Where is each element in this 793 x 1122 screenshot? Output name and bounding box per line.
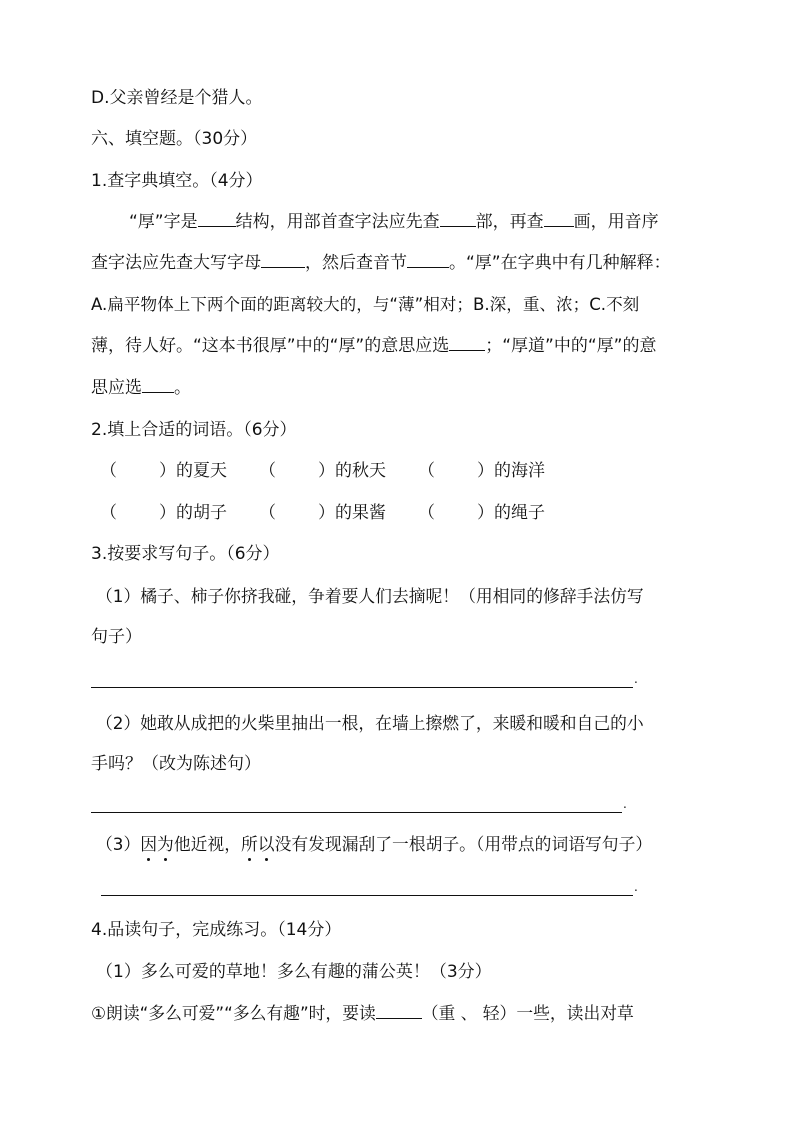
q1-line4 [91,334,656,358]
close-paren: ） [159,503,176,523]
end-dot: . [623,797,627,811]
item-text: 的绳子 [494,503,545,523]
close-paren: ） [159,461,176,481]
close-paren: ） [477,503,494,523]
fill-item[interactable] [418,501,577,525]
open-paren: （ [418,461,435,481]
dotted-char: 以 [257,834,275,854]
text: ①朗读“多么可爱”“多么有趣”时，要读 [91,1003,376,1023]
q1-line5 [91,376,191,400]
text: 薄，待人好。“这本书很厚”中的“厚”的意思应选 [91,336,450,356]
dotted-char: 因 [140,834,158,854]
text: 查字法应先查大写字母 [91,253,261,273]
q2-row1 [100,459,577,483]
blank-meaning-2[interactable] [142,376,174,393]
q4-title: 4.品读句子，完成练习。（14分） [91,920,342,940]
text: 没有发现漏刮了一根胡子。（用带点的词语写句子） [274,834,653,854]
blank-meaning-1[interactable] [449,334,485,351]
item-text: 的秋天 [335,461,386,481]
end-dot: . [634,880,638,894]
section-title: 六、填空题。（30分） [91,129,258,149]
answer-line-3[interactable] [101,895,633,896]
text: 思应选 [91,378,142,398]
q3-s1-line1: （1）橘子、柿子你挤我碰，争着要人们去摘呢！（用相同的修辞手法仿写 [96,586,644,606]
option-d: D.父亲曾经是个猎人。 [91,88,263,108]
open-paren: （ [418,503,435,523]
open-paren: （ [259,461,276,481]
q4-s1a [91,1001,634,1025]
q4-s1: （1）多么可爱的草地！多么有趣的蒲公英！（3分） [96,962,492,982]
text: “厚”字是 [129,212,198,232]
q2-title: 2.填上合适的词语。（6分） [91,420,297,440]
close-paren: ） [318,503,335,523]
q1-line3: A.扁平物体上下两个面的距离较大的，与“薄”相对；B.深，重、浓；C.不刻 [91,295,640,314]
item-text: 的胡子 [176,503,227,523]
blank-syllable[interactable] [407,251,449,268]
open-paren: （ [100,503,117,523]
q1-line1 [129,210,659,234]
answer-line-1[interactable] [91,687,633,688]
q3-s3-line [96,832,652,856]
q3-title: 3.按要求写句子。（6分） [91,544,280,564]
item-text: 的夏天 [176,461,227,481]
q2-row2 [100,501,577,525]
text: 。 [174,378,191,398]
dotted-char: 所 [240,834,258,854]
close-paren: ） [318,461,335,481]
end-dot: . [634,672,638,686]
text: 结构，用部首查字法应先查 [235,212,440,232]
q3-s2-line1: （2）她敢从成把的火柴里抽出一根，在墙上擦燃了，来暖和暖和自己的小 [96,713,644,733]
q1-title: 1.查字典填空。（4分） [91,171,263,191]
answer-line-2[interactable] [91,812,622,813]
blank-strokes[interactable] [544,210,574,227]
text: 部，再查 [475,212,544,232]
text: （3） [96,834,141,854]
item-text: 的果酱 [335,503,386,523]
fill-item[interactable] [100,459,259,483]
text: 画，用音序 [573,212,659,232]
text: ；“厚道”中的“厚”的意 [485,336,657,356]
fill-item[interactable] [418,459,577,483]
blank-structure[interactable] [198,210,236,227]
text: （重 、 轻）一些，读出对草 [421,1003,634,1023]
text: ，然后查音节 [305,253,407,273]
blank-radical[interactable] [440,210,476,227]
blank-tone[interactable] [376,1002,422,1019]
blank-letter[interactable] [261,251,305,268]
fill-item[interactable] [100,501,259,525]
q1-line2 [91,251,671,275]
text: 他近视， [173,834,241,854]
item-text: 的海洋 [494,461,545,481]
fill-item[interactable] [259,459,418,483]
open-paren: （ [259,503,276,523]
q3-s1-line2: 句子） [91,627,142,647]
fill-item[interactable] [259,501,418,525]
dotted-char: 为 [157,834,174,854]
open-paren: （ [100,461,117,481]
close-paren: ） [477,461,494,481]
text: 。“厚”在字典中有几种解释： [449,253,671,273]
q3-s2-line2: 手吗？（改为陈述句） [91,754,261,774]
